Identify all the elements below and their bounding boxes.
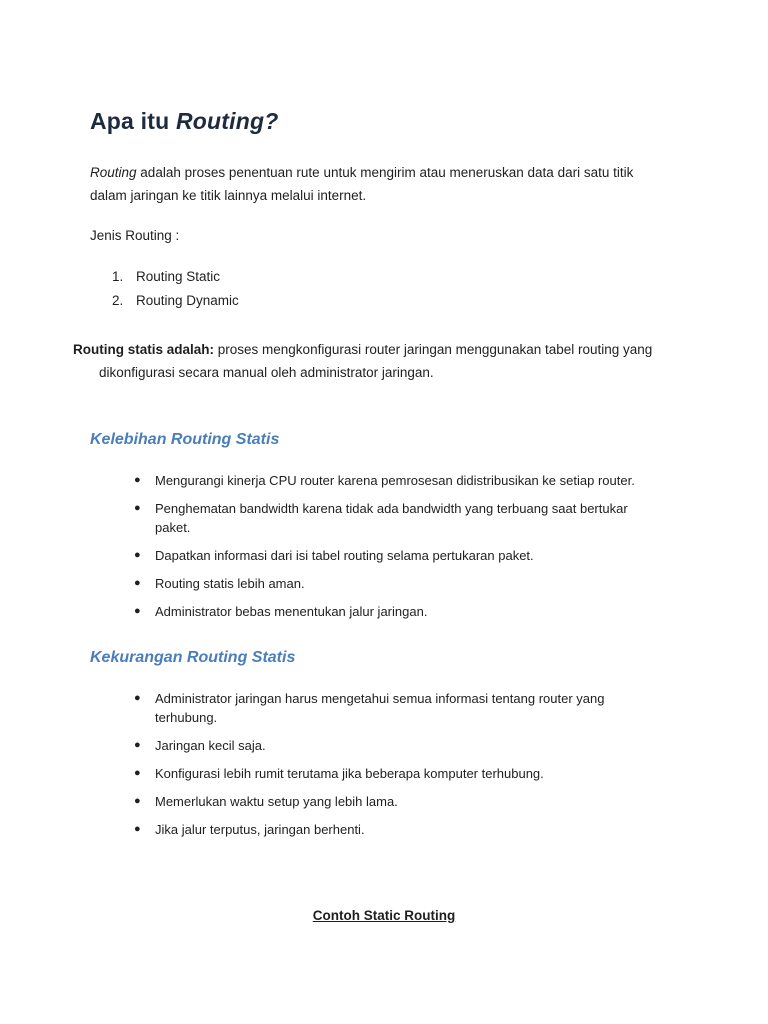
list-item-text: Jika jalur terputus, jaringan berhenti. <box>155 822 365 837</box>
static-routing-definition <box>73 338 678 384</box>
list-item-text: Routing Dynamic <box>136 292 239 308</box>
list-item-text: Jaringan kecil saja. <box>155 738 266 753</box>
bullet-icon: ● <box>134 474 141 486</box>
list-number: 2. <box>112 292 124 308</box>
list-item <box>112 291 239 315</box>
list-item-text: Penghematan bandwidth karena tidak ada bandwidth yang terbuang saat bertukar paket. <box>155 501 628 535</box>
bullet-icon: ● <box>134 692 141 704</box>
list-item <box>134 736 654 755</box>
bullet-icon: ● <box>134 605 141 617</box>
list-item <box>134 546 654 565</box>
title-emphasis: Routing? <box>175 108 279 134</box>
page-title <box>90 108 278 135</box>
advantages-list <box>134 471 654 630</box>
list-item-text: Dapatkan informasi dari isi tabel routing selama pertukaran paket. <box>155 548 534 563</box>
intro-text: adalah proses penentuan rute untuk mengirim atau meneruskan data dari satu titik dalam jaringan ke titik lainnya melalui internet. <box>90 165 634 203</box>
disadvantages-heading: Kekurangan Routing Statis <box>90 649 296 666</box>
list-item-text: Routing Static <box>136 269 221 284</box>
advantages-heading: Kelebihan Routing Statis <box>90 431 280 448</box>
list-item <box>134 574 654 593</box>
bullet-icon: ● <box>134 502 141 514</box>
list-item <box>134 471 654 490</box>
list-item <box>134 764 654 783</box>
definition-term: Routing statis adalah: <box>73 342 215 357</box>
routing-types-label: Jenis Routing : <box>90 228 180 243</box>
list-item-text: Administrator bebas menentukan jalur jaringan. <box>155 604 428 619</box>
bullet-icon: ● <box>134 767 141 779</box>
list-item-text: Konfigurasi lebih rumit terutama jika beberapa komputer terhubung. <box>155 766 544 781</box>
list-item-text: Administrator jaringan harus mengetahui semua informasi tentang router yang terhubung. <box>155 691 605 725</box>
list-item <box>134 499 654 537</box>
list-item <box>134 602 654 621</box>
definition-line-2: dikonfigurasi secara manual oleh administrator jaringan. <box>99 365 434 380</box>
bullet-icon: ● <box>134 795 141 807</box>
bullet-icon: ● <box>134 549 141 561</box>
bullet-icon: ● <box>134 577 141 589</box>
list-item-text: Memerlukan waktu setup yang lebih lama. <box>155 794 398 809</box>
list-item <box>112 267 239 291</box>
bullet-icon: ● <box>134 823 141 835</box>
list-item <box>134 792 654 811</box>
list-item-text: Mengurangi kinerja CPU router karena pemrosesan didistribusikan ke setiap router. <box>155 473 635 488</box>
intro-paragraph <box>90 161 670 207</box>
intro-emphasis: Routing <box>90 165 137 180</box>
title-prefix: Apa itu <box>90 108 176 134</box>
list-item <box>134 689 654 727</box>
list-item <box>134 820 654 839</box>
bullet-icon: ● <box>134 739 141 751</box>
definition-line-1: proses mengkonfigurasi router jaringan menggunakan tabel routing yang <box>214 342 653 357</box>
list-item-text: Routing statis lebih aman. <box>155 576 305 591</box>
example-section-title: Contoh Static Routing <box>312 908 456 923</box>
list-number: 1. <box>112 269 124 284</box>
disadvantages-list <box>134 689 654 848</box>
routing-types-list <box>112 267 239 314</box>
